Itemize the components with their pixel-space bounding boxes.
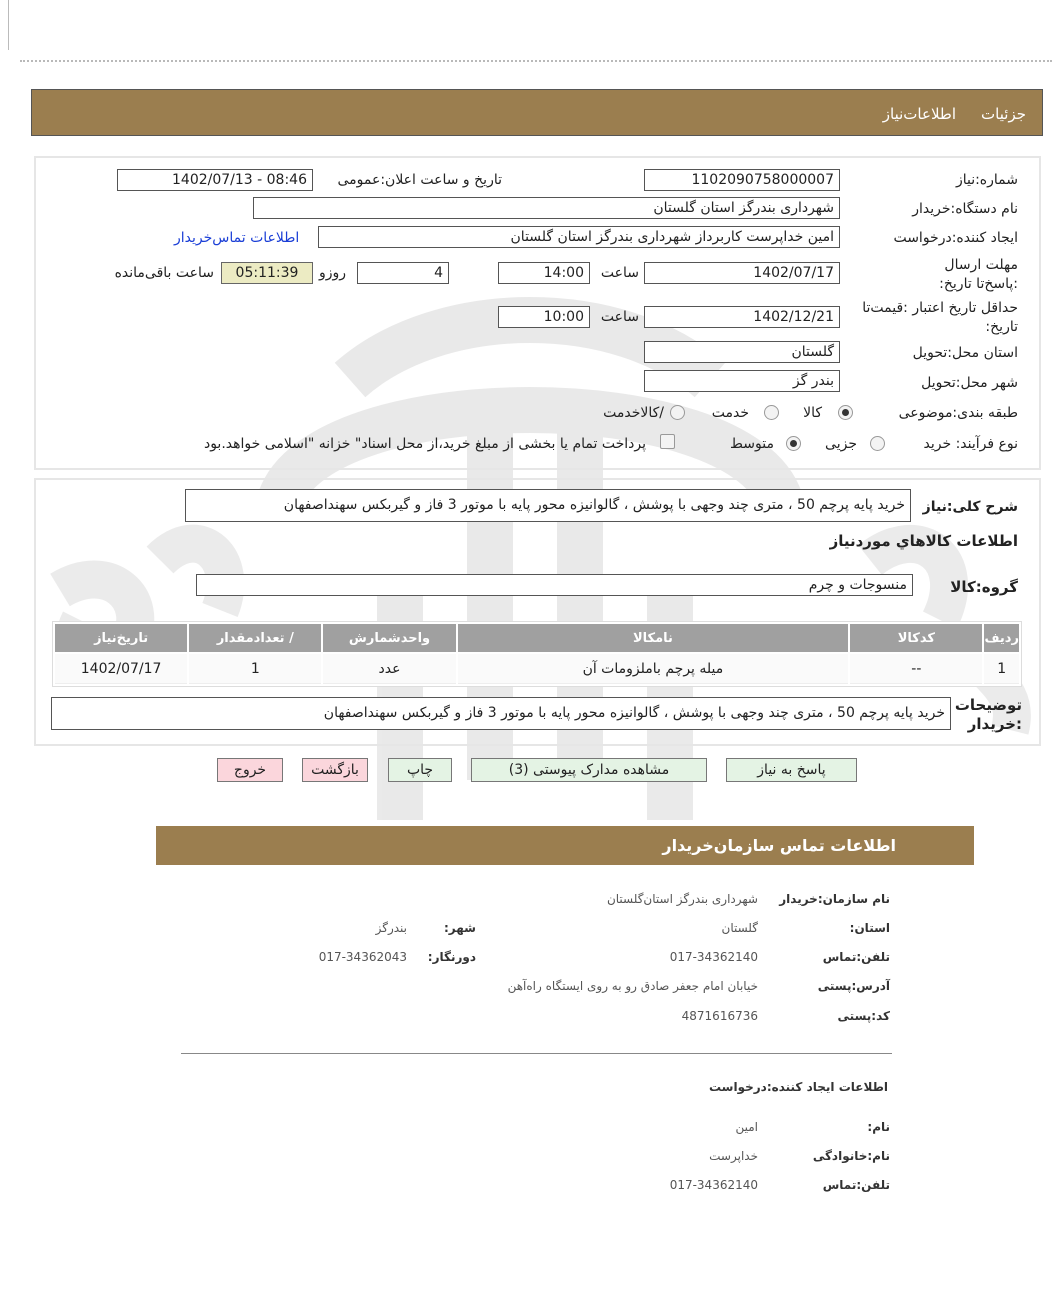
- category-goods-radio[interactable]: [838, 405, 853, 420]
- phone-label: تلفن:تماس: [822, 950, 890, 964]
- group-field: منسوجات و چرم: [196, 574, 913, 596]
- group-label: گروه:کالا: [950, 578, 1018, 596]
- buyer-notes-label: توضیحات :خریدار: [954, 696, 1022, 733]
- items-title: اطلاعات کالاهاي موردنیاز: [829, 532, 1018, 550]
- col-qty-header: / تعدادمقدار: [189, 624, 321, 652]
- table-row: [55, 654, 1019, 684]
- dotted-divider: [20, 60, 1052, 62]
- category-service-radio[interactable]: [764, 405, 779, 420]
- summary-field: خرید پایه پرچم 50 ، متری چند وجهی با پوشش ، گالوانیزه محور پایه با موتور 3 فاز و گیربکس سهنداصفهان: [185, 489, 911, 522]
- day-and-label: روزو: [318, 265, 346, 281]
- need-number-field: 1102090758000007: [644, 169, 840, 191]
- buyer-contact-link[interactable]: اطلاعات تماس‌خریدار: [174, 230, 300, 246]
- creator-name-label: نام:: [867, 1120, 890, 1134]
- province-contact-label: استان:: [849, 921, 890, 935]
- province-field: گلستان: [644, 341, 840, 363]
- city-label: شهر محل:تحویل: [921, 375, 1018, 391]
- contact-divider: [181, 1053, 892, 1054]
- print-button[interactable]: چاپ: [388, 758, 452, 782]
- col-unit-header: واحدشمارش: [323, 624, 455, 652]
- process-partial-label: جزیی: [825, 436, 857, 452]
- province-label: استان محل:تحویل: [912, 345, 1018, 361]
- address-value: خیابان امام جعفر صادق رو به روی ایستگاه راه‌آهن: [507, 979, 758, 993]
- org-label: نام سازمان:خریدار: [779, 892, 890, 906]
- postal-label: کد:پستی: [837, 1009, 890, 1023]
- process-medium-label: متوسط: [730, 436, 774, 452]
- process-medium-radio[interactable]: [786, 436, 801, 451]
- treasury-payment-note: پرداخت تمام یا بخشی از مبلغ خرید،از محل اسناد" خزانه "اسلامی خواهد.بود: [203, 436, 646, 452]
- province-contact-value: گلستان: [721, 921, 758, 935]
- creator-info-title: اطلاعات ایجاد کننده:درخواست: [708, 1080, 888, 1094]
- contact-title: اطلاعات تماس سازمان‌خریدار: [662, 836, 896, 855]
- process-partial-radio[interactable]: [870, 436, 885, 451]
- cell-unit: عدد: [323, 654, 455, 684]
- category-goods-service-label: /کالاخدمت: [603, 405, 664, 421]
- category-service-label: خدمت: [711, 405, 749, 421]
- creator-name-value: امین: [735, 1120, 758, 1134]
- col-date-header: تاریخ‌نیاز: [55, 624, 187, 652]
- deadline-time-label: ساعت: [600, 265, 639, 281]
- cell-row: 1: [984, 654, 1019, 684]
- category-goods-label: کالا: [803, 405, 822, 421]
- exit-button[interactable]: خروج: [217, 758, 283, 782]
- need-number-label: شماره:نیاز: [955, 172, 1018, 188]
- buyer-org-label: نام دستگاه:خریدار: [912, 201, 1018, 217]
- cell-name: میله پرچم باملزومات آن: [458, 654, 849, 684]
- items-table: [52, 621, 1022, 687]
- days-count-field: 4: [357, 262, 449, 284]
- city-contact-value: بندرگز: [375, 921, 407, 935]
- city-contact-label: شهر:: [444, 921, 476, 935]
- process-label: نوع فرآیند: خرید: [923, 436, 1018, 452]
- creator-field: امین خداپرست کاربرداز شهرداری بندرگز استان گلستان: [318, 226, 840, 248]
- contact-header-bar: [156, 826, 974, 865]
- announce-label: تاریخ و ساعت اعلان:عمومی: [337, 172, 502, 188]
- left-edge-line: [8, 0, 9, 50]
- phone-value: 017-34362140: [669, 950, 758, 964]
- deadline-time-field: 14:00: [498, 262, 590, 284]
- deadline-label: مهلت ارسال :پاسخ‌تا تاریخ:: [939, 257, 1018, 292]
- cell-date: 1402/07/17: [55, 654, 187, 684]
- city-field: بندر گز: [644, 370, 840, 392]
- items-table-header-row: [55, 624, 1019, 652]
- col-row-header: ردیف: [984, 624, 1019, 652]
- creator-phone-value: 017-34362140: [669, 1178, 758, 1192]
- tab-need-info[interactable]: اطلاعات‌نیاز: [882, 105, 956, 123]
- fax-label: دورنگار:: [427, 950, 476, 964]
- summary-label: شرح کلی:نیاز: [922, 499, 1018, 515]
- remaining-time-field: 05:11:39: [221, 262, 313, 284]
- buyer-notes-field: خرید پایه پرچم 50 ، متری چند وجهی با پوشش ، گالوانیزه محور پایه با موتور 3 فاز و گیربکس سهنداصفهان: [51, 697, 951, 730]
- fax-value: 017-34362043: [318, 950, 407, 964]
- creator-label: ایجاد کننده:درخواست: [893, 230, 1018, 246]
- view-attachments-button[interactable]: مشاهده مدارک پیوستی (3): [471, 758, 707, 782]
- announce-field: 1402/07/13 - 08:46: [117, 169, 313, 191]
- details-header-bar: [31, 89, 1043, 136]
- buyer-org-field: شهرداری بندرگز استان گلستان: [253, 197, 840, 219]
- treasury-payment-checkbox[interactable]: [660, 434, 675, 449]
- reply-button[interactable]: پاسخ به نیاز: [726, 758, 857, 782]
- category-label: طبقه بندی:موضوعی: [898, 405, 1018, 421]
- validity-label: حداقل تاریخ اعتبار :قیمت‌تا تاریخ:: [862, 300, 1018, 335]
- tab-details[interactable]: جزئیات: [981, 105, 1026, 123]
- category-goods-service-radio[interactable]: [670, 405, 685, 420]
- back-button[interactable]: بازگشت: [302, 758, 368, 782]
- cell-qty: 1: [189, 654, 321, 684]
- org-value: شهرداری بندرگز استان‌گلستان: [606, 892, 758, 906]
- cell-code: --: [850, 654, 982, 684]
- validity-time-field: 10:00: [498, 306, 590, 328]
- remaining-label: ساعت باقی‌مانده: [114, 265, 214, 281]
- validity-date-field: 1402/12/21: [644, 306, 840, 328]
- creator-family-label: نام:خانوادگی: [812, 1149, 890, 1163]
- creator-phone-label: تلفن:تماس: [822, 1178, 890, 1192]
- col-name-header: نامکالا: [458, 624, 849, 652]
- deadline-date-field: 1402/07/17: [644, 262, 840, 284]
- address-label: آدرس:پستی: [817, 979, 890, 993]
- col-code-header: کدکالا: [850, 624, 982, 652]
- postal-value: 4871616736: [681, 1009, 758, 1023]
- validity-time-label: ساعت: [600, 309, 639, 325]
- creator-family-value: خداپرست: [709, 1149, 758, 1163]
